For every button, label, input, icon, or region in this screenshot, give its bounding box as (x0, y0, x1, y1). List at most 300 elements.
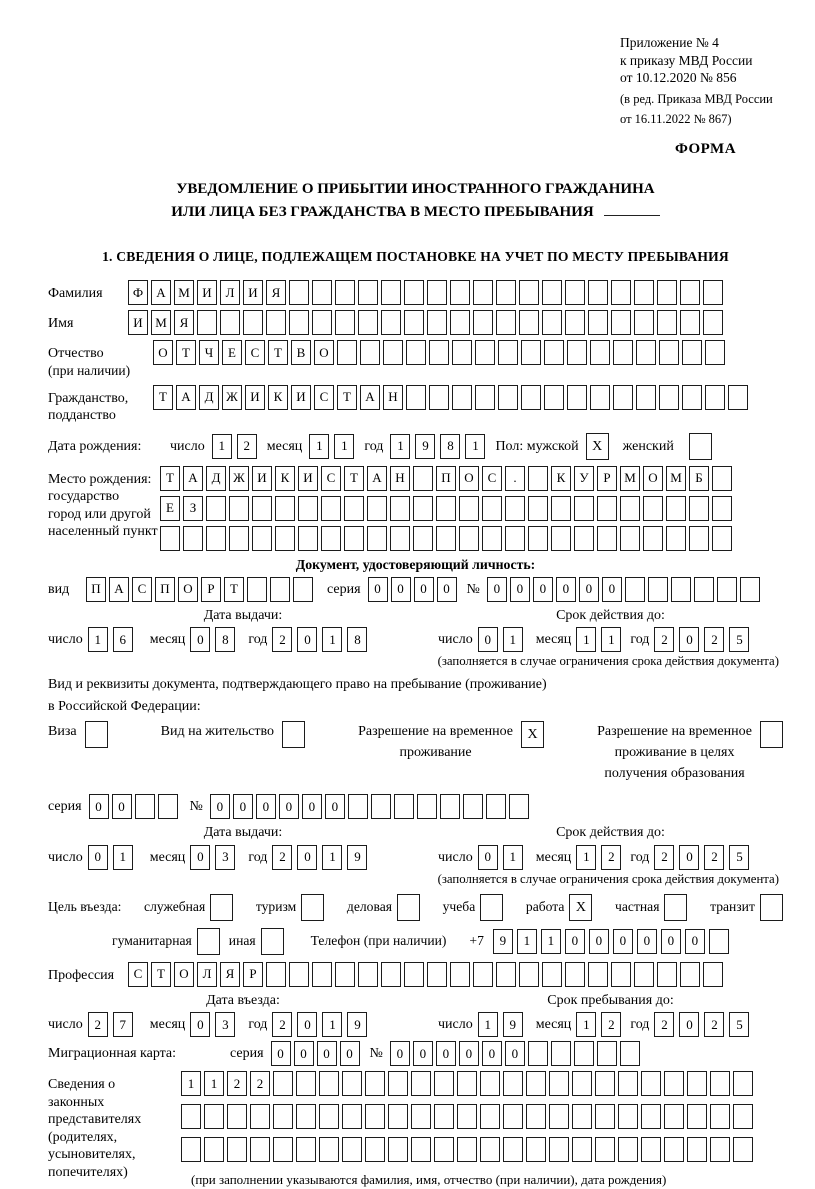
char-cell[interactable]: 0 (190, 845, 210, 870)
char-cell[interactable] (473, 280, 493, 305)
char-cell[interactable]: Ф (128, 280, 148, 305)
char-cell[interactable]: 2 (654, 627, 674, 652)
char-cell[interactable] (243, 310, 263, 335)
char-cell[interactable] (436, 496, 456, 521)
char-cell[interactable]: 9 (493, 929, 513, 954)
char-cell[interactable] (427, 280, 447, 305)
char-cell[interactable]: Т (160, 466, 180, 491)
char-cell[interactable]: 0 (459, 1041, 479, 1066)
char-cell[interactable] (551, 526, 571, 551)
char-cell[interactable]: 1 (322, 627, 342, 652)
char-cell[interactable] (498, 385, 518, 410)
char-cell[interactable] (671, 577, 691, 602)
char-cell[interactable]: 8 (215, 627, 235, 652)
char-cell[interactable] (544, 340, 564, 365)
char-cell[interactable] (480, 1104, 500, 1129)
char-cell[interactable] (273, 1137, 293, 1162)
char-cell[interactable]: С (245, 340, 265, 365)
char-cell[interactable] (565, 280, 585, 305)
char-cell[interactable]: И (243, 280, 263, 305)
char-cell[interactable]: И (298, 466, 318, 491)
char-cell[interactable]: 0 (589, 929, 609, 954)
char-cell[interactable] (457, 1104, 477, 1129)
char-cell[interactable] (618, 1071, 638, 1096)
char-cell[interactable] (712, 496, 732, 521)
char-cell[interactable]: Ж (229, 466, 249, 491)
char-cell[interactable] (250, 1104, 270, 1129)
char-cell[interactable] (641, 1104, 661, 1129)
char-cell[interactable]: О (314, 340, 334, 365)
char-cell[interactable]: 0 (637, 929, 657, 954)
char-cell[interactable] (636, 340, 656, 365)
char-cell[interactable] (365, 1137, 385, 1162)
char-cell[interactable] (229, 496, 249, 521)
char-cell[interactable]: 0 (579, 577, 599, 602)
char-cell[interactable] (634, 962, 654, 987)
char-cell[interactable] (588, 310, 608, 335)
char-cell[interactable]: Л (220, 280, 240, 305)
char-cell[interactable]: 0 (436, 1041, 456, 1066)
char-cell[interactable] (452, 340, 472, 365)
char-cell[interactable]: Е (160, 496, 180, 521)
char-cell[interactable] (574, 1041, 594, 1066)
char-cell[interactable] (473, 310, 493, 335)
purpose-official-checkbox[interactable] (210, 894, 233, 921)
char-cell[interactable]: С (321, 466, 341, 491)
char-cell[interactable] (659, 340, 679, 365)
char-cell[interactable]: 0 (565, 929, 585, 954)
char-cell[interactable] (526, 1071, 546, 1096)
char-cell[interactable] (452, 385, 472, 410)
char-cell[interactable] (252, 526, 272, 551)
char-cell[interactable] (247, 577, 267, 602)
char-cell[interactable]: 0 (89, 794, 109, 819)
char-cell[interactable] (482, 526, 502, 551)
char-cell[interactable] (620, 496, 640, 521)
char-cell[interactable]: И (128, 310, 148, 335)
char-cell[interactable]: О (178, 577, 198, 602)
char-cell[interactable]: 0 (88, 845, 108, 870)
char-cell[interactable]: 0 (505, 1041, 525, 1066)
char-cell[interactable]: 0 (414, 577, 434, 602)
char-cell[interactable]: Р (597, 466, 617, 491)
char-cell[interactable]: 9 (415, 434, 435, 459)
char-cell[interactable]: 1 (541, 929, 561, 954)
char-cell[interactable] (475, 340, 495, 365)
char-cell[interactable] (528, 526, 548, 551)
char-cell[interactable]: Я (174, 310, 194, 335)
char-cell[interactable] (590, 385, 610, 410)
char-cell[interactable]: 0 (302, 794, 322, 819)
char-cell[interactable]: 9 (503, 1012, 523, 1037)
char-cell[interactable]: 0 (413, 1041, 433, 1066)
char-cell[interactable] (519, 280, 539, 305)
char-cell[interactable] (298, 496, 318, 521)
char-cell[interactable] (542, 962, 562, 987)
char-cell[interactable]: 2 (272, 627, 292, 652)
char-cell[interactable] (682, 340, 702, 365)
char-cell[interactable]: П (86, 577, 106, 602)
char-cell[interactable]: 0 (297, 627, 317, 652)
char-cell[interactable] (227, 1104, 247, 1129)
char-cell[interactable]: М (151, 310, 171, 335)
char-cell[interactable] (712, 526, 732, 551)
char-cell[interactable]: 6 (113, 627, 133, 652)
char-cell[interactable]: 0 (317, 1041, 337, 1066)
char-cell[interactable] (381, 280, 401, 305)
purpose-business-checkbox[interactable] (397, 894, 420, 921)
char-cell[interactable] (394, 794, 414, 819)
char-cell[interactable] (296, 1071, 316, 1096)
char-cell[interactable] (574, 496, 594, 521)
char-cell[interactable]: 0 (210, 794, 230, 819)
char-cell[interactable] (450, 310, 470, 335)
char-cell[interactable] (643, 526, 663, 551)
char-cell[interactable] (337, 340, 357, 365)
char-cell[interactable] (181, 1104, 201, 1129)
char-cell[interactable]: 2 (704, 627, 724, 652)
char-cell[interactable] (648, 577, 668, 602)
char-cell[interactable]: Е (222, 340, 242, 365)
education-permit-checkbox[interactable] (760, 721, 783, 748)
char-cell[interactable] (358, 962, 378, 987)
char-cell[interactable] (588, 962, 608, 987)
char-cell[interactable]: 1 (503, 627, 523, 652)
char-cell[interactable] (641, 1071, 661, 1096)
char-cell[interactable] (335, 280, 355, 305)
char-cell[interactable] (348, 794, 368, 819)
char-cell[interactable] (434, 1137, 454, 1162)
char-cell[interactable] (549, 1071, 569, 1096)
char-cell[interactable] (388, 1137, 408, 1162)
char-cell[interactable] (413, 496, 433, 521)
purpose-study-checkbox[interactable] (480, 894, 503, 921)
char-cell[interactable] (636, 385, 656, 410)
char-cell[interactable] (360, 340, 380, 365)
char-cell[interactable] (183, 526, 203, 551)
char-cell[interactable] (266, 310, 286, 335)
char-cell[interactable]: 0 (233, 794, 253, 819)
char-cell[interactable] (620, 1041, 640, 1066)
char-cell[interactable] (404, 280, 424, 305)
char-cell[interactable] (689, 496, 709, 521)
char-cell[interactable] (413, 526, 433, 551)
char-cell[interactable]: Ч (199, 340, 219, 365)
char-cell[interactable] (597, 1041, 617, 1066)
char-cell[interactable] (429, 385, 449, 410)
char-cell[interactable]: 0 (271, 1041, 291, 1066)
char-cell[interactable] (680, 962, 700, 987)
char-cell[interactable] (344, 526, 364, 551)
char-cell[interactable]: 1 (517, 929, 537, 954)
char-cell[interactable] (544, 385, 564, 410)
char-cell[interactable] (551, 1041, 571, 1066)
char-cell[interactable] (312, 280, 332, 305)
char-cell[interactable] (526, 1137, 546, 1162)
char-cell[interactable]: Р (201, 577, 221, 602)
char-cell[interactable] (710, 1104, 730, 1129)
char-cell[interactable] (542, 280, 562, 305)
char-cell[interactable]: 1 (576, 627, 596, 652)
char-cell[interactable]: 0 (368, 577, 388, 602)
char-cell[interactable] (371, 794, 391, 819)
char-cell[interactable]: 2 (654, 1012, 674, 1037)
char-cell[interactable] (526, 1104, 546, 1129)
char-cell[interactable]: 1 (576, 845, 596, 870)
char-cell[interactable]: 2 (654, 845, 674, 870)
char-cell[interactable] (572, 1104, 592, 1129)
char-cell[interactable] (293, 577, 313, 602)
char-cell[interactable]: 1 (212, 434, 232, 459)
char-cell[interactable] (664, 1137, 684, 1162)
char-cell[interactable]: К (268, 385, 288, 410)
sex-female-checkbox[interactable] (689, 433, 712, 460)
char-cell[interactable] (641, 1137, 661, 1162)
char-cell[interactable]: П (436, 466, 456, 491)
char-cell[interactable] (335, 962, 355, 987)
char-cell[interactable] (687, 1071, 707, 1096)
purpose-tourism-checkbox[interactable] (301, 894, 324, 921)
char-cell[interactable]: 0 (661, 929, 681, 954)
char-cell[interactable] (450, 280, 470, 305)
char-cell[interactable] (657, 962, 677, 987)
char-cell[interactable] (625, 577, 645, 602)
char-cell[interactable]: Т (151, 962, 171, 987)
char-cell[interactable]: 0 (190, 1012, 210, 1037)
char-cell[interactable]: 0 (556, 577, 576, 602)
char-cell[interactable] (390, 526, 410, 551)
char-cell[interactable] (528, 1041, 548, 1066)
char-cell[interactable] (411, 1137, 431, 1162)
char-cell[interactable] (597, 526, 617, 551)
char-cell[interactable] (611, 310, 631, 335)
char-cell[interactable] (717, 577, 737, 602)
char-cell[interactable]: А (151, 280, 171, 305)
char-cell[interactable]: И (291, 385, 311, 410)
char-cell[interactable] (342, 1104, 362, 1129)
char-cell[interactable] (528, 496, 548, 521)
char-cell[interactable] (664, 1104, 684, 1129)
char-cell[interactable] (440, 794, 460, 819)
char-cell[interactable] (367, 496, 387, 521)
char-cell[interactable] (503, 1071, 523, 1096)
char-cell[interactable] (703, 310, 723, 335)
char-cell[interactable]: 1 (88, 627, 108, 652)
char-cell[interactable]: О (643, 466, 663, 491)
char-cell[interactable] (227, 1137, 247, 1162)
char-cell[interactable]: М (174, 280, 194, 305)
char-cell[interactable] (703, 280, 723, 305)
char-cell[interactable]: 2 (601, 845, 621, 870)
char-cell[interactable] (429, 340, 449, 365)
char-cell[interactable]: С (314, 385, 334, 410)
char-cell[interactable]: И (252, 466, 272, 491)
char-cell[interactable] (528, 466, 548, 491)
char-cell[interactable]: 0 (679, 845, 699, 870)
char-cell[interactable] (613, 385, 633, 410)
char-cell[interactable]: 0 (487, 577, 507, 602)
char-cell[interactable] (694, 577, 714, 602)
char-cell[interactable] (270, 577, 290, 602)
char-cell[interactable]: 8 (440, 434, 460, 459)
char-cell[interactable]: 1 (601, 627, 621, 652)
char-cell[interactable] (634, 280, 654, 305)
char-cell[interactable] (505, 496, 525, 521)
char-cell[interactable] (666, 496, 686, 521)
char-cell[interactable] (413, 466, 433, 491)
char-cell[interactable]: 0 (112, 794, 132, 819)
char-cell[interactable] (296, 1104, 316, 1129)
char-cell[interactable] (521, 340, 541, 365)
char-cell[interactable] (659, 385, 679, 410)
char-cell[interactable] (565, 962, 585, 987)
char-cell[interactable]: О (174, 962, 194, 987)
char-cell[interactable]: 1 (204, 1071, 224, 1096)
char-cell[interactable] (381, 962, 401, 987)
char-cell[interactable] (289, 280, 309, 305)
char-cell[interactable]: Д (199, 385, 219, 410)
char-cell[interactable]: Н (383, 385, 403, 410)
char-cell[interactable] (319, 1104, 339, 1129)
char-cell[interactable] (381, 310, 401, 335)
char-cell[interactable] (595, 1071, 615, 1096)
char-cell[interactable] (266, 962, 286, 987)
char-cell[interactable] (689, 526, 709, 551)
char-cell[interactable] (342, 1137, 362, 1162)
char-cell[interactable]: Т (224, 577, 244, 602)
char-cell[interactable] (657, 280, 677, 305)
char-cell[interactable]: 2 (272, 845, 292, 870)
char-cell[interactable] (682, 385, 702, 410)
char-cell[interactable] (434, 1104, 454, 1129)
char-cell[interactable]: З (183, 496, 203, 521)
char-cell[interactable] (712, 466, 732, 491)
char-cell[interactable]: 0 (390, 1041, 410, 1066)
char-cell[interactable]: 3 (215, 1012, 235, 1037)
char-cell[interactable] (680, 280, 700, 305)
char-cell[interactable] (463, 794, 483, 819)
char-cell[interactable] (590, 340, 610, 365)
char-cell[interactable] (321, 496, 341, 521)
char-cell[interactable] (450, 962, 470, 987)
char-cell[interactable]: 2 (704, 1012, 724, 1037)
char-cell[interactable] (666, 526, 686, 551)
char-cell[interactable]: 3 (215, 845, 235, 870)
char-cell[interactable] (680, 310, 700, 335)
char-cell[interactable] (482, 496, 502, 521)
char-cell[interactable]: Т (268, 340, 288, 365)
char-cell[interactable] (181, 1137, 201, 1162)
char-cell[interactable]: 0 (437, 577, 457, 602)
char-cell[interactable]: 0 (602, 577, 622, 602)
char-cell[interactable] (521, 385, 541, 410)
char-cell[interactable] (411, 1104, 431, 1129)
char-cell[interactable]: 1 (478, 1012, 498, 1037)
char-cell[interactable]: 1 (334, 434, 354, 459)
char-cell[interactable]: Т (176, 340, 196, 365)
char-cell[interactable]: 1 (113, 845, 133, 870)
char-cell[interactable] (595, 1137, 615, 1162)
char-cell[interactable]: Л (197, 962, 217, 987)
char-cell[interactable]: 0 (297, 845, 317, 870)
char-cell[interactable]: 1 (322, 845, 342, 870)
char-cell[interactable] (567, 385, 587, 410)
char-cell[interactable] (417, 794, 437, 819)
char-cell[interactable] (457, 1071, 477, 1096)
char-cell[interactable] (204, 1137, 224, 1162)
char-cell[interactable]: Т (153, 385, 173, 410)
char-cell[interactable]: 0 (510, 577, 530, 602)
char-cell[interactable] (509, 794, 529, 819)
char-cell[interactable] (705, 385, 725, 410)
char-cell[interactable] (574, 526, 594, 551)
char-cell[interactable] (344, 496, 364, 521)
char-cell[interactable]: 5 (729, 627, 749, 652)
char-cell[interactable] (733, 1137, 753, 1162)
char-cell[interactable] (620, 526, 640, 551)
char-cell[interactable] (733, 1104, 753, 1129)
char-cell[interactable] (252, 496, 272, 521)
char-cell[interactable] (335, 310, 355, 335)
char-cell[interactable]: 1 (465, 434, 485, 459)
char-cell[interactable]: Р (243, 962, 263, 987)
char-cell[interactable] (643, 496, 663, 521)
char-cell[interactable]: И (245, 385, 265, 410)
char-cell[interactable] (312, 310, 332, 335)
char-cell[interactable] (404, 310, 424, 335)
char-cell[interactable] (296, 1137, 316, 1162)
char-cell[interactable] (390, 496, 410, 521)
char-cell[interactable]: М (666, 466, 686, 491)
char-cell[interactable] (273, 1104, 293, 1129)
char-cell[interactable]: 1 (309, 434, 329, 459)
char-cell[interactable] (406, 385, 426, 410)
char-cell[interactable] (275, 526, 295, 551)
char-cell[interactable]: 0 (478, 627, 498, 652)
char-cell[interactable] (135, 794, 155, 819)
char-cell[interactable]: А (367, 466, 387, 491)
purpose-work-checkbox[interactable]: X (569, 894, 592, 921)
char-cell[interactable]: 1 (390, 434, 410, 459)
char-cell[interactable] (505, 526, 525, 551)
char-cell[interactable]: А (109, 577, 129, 602)
char-cell[interactable] (503, 1137, 523, 1162)
char-cell[interactable] (388, 1104, 408, 1129)
char-cell[interactable] (572, 1071, 592, 1096)
char-cell[interactable]: Б (689, 466, 709, 491)
char-cell[interactable]: 2 (250, 1071, 270, 1096)
char-cell[interactable] (404, 962, 424, 987)
char-cell[interactable] (480, 1071, 500, 1096)
char-cell[interactable] (275, 496, 295, 521)
char-cell[interactable]: С (132, 577, 152, 602)
char-cell[interactable] (411, 1071, 431, 1096)
char-cell[interactable]: 0 (679, 627, 699, 652)
char-cell[interactable] (687, 1137, 707, 1162)
char-cell[interactable]: 0 (482, 1041, 502, 1066)
char-cell[interactable]: Я (220, 962, 240, 987)
visa-checkbox[interactable] (85, 721, 108, 748)
char-cell[interactable] (496, 310, 516, 335)
char-cell[interactable]: 1 (576, 1012, 596, 1037)
char-cell[interactable] (298, 526, 318, 551)
char-cell[interactable] (496, 962, 516, 987)
char-cell[interactable] (229, 526, 249, 551)
char-cell[interactable] (542, 310, 562, 335)
char-cell[interactable] (657, 310, 677, 335)
char-cell[interactable] (358, 310, 378, 335)
sex-male-checkbox[interactable]: X (586, 433, 609, 460)
